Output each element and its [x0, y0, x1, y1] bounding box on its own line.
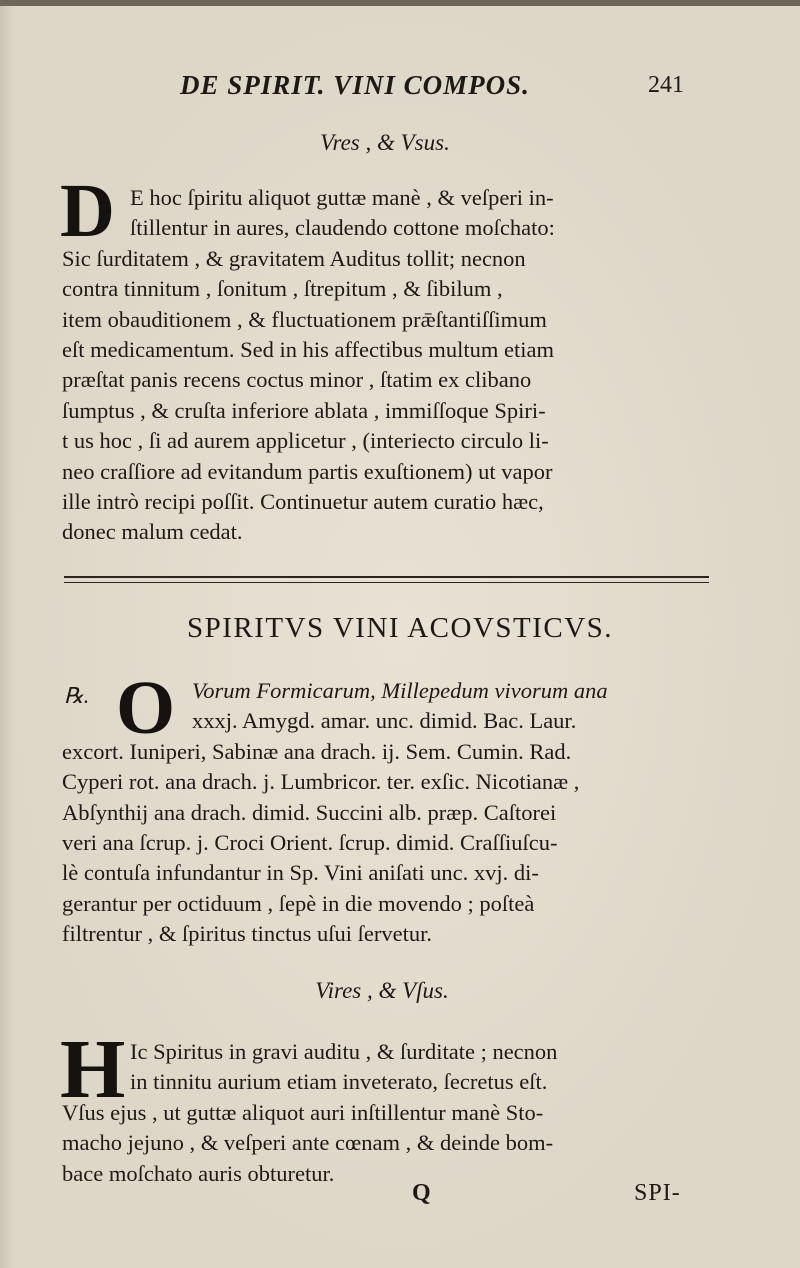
page-top-edge — [0, 0, 800, 6]
paragraph-2-recipe — [62, 676, 730, 950]
running-head: DE SPIRIT. VINI COMPOS. — [180, 70, 530, 100]
subheading-vires-usus-2: Vires , & Vſus. — [315, 978, 449, 1003]
section-title: SPIRITVS VINI ACOVSTICVS. — [186, 612, 614, 644]
text-line: Cyperi rot. ana drach. j. Lumbricor. ter. exſic. Nicotianæ , — [62, 769, 580, 795]
drop-cap-o: O — [116, 666, 176, 750]
text-line: Ic Spiritus in gravi auditu , & ſurditate ; necnon — [130, 1039, 558, 1064]
text-line: gerantur per octiduum , ſepè in die movendo ; poſteà — [62, 890, 535, 916]
text-line: E hoc ſpiritu aliquot guttæ manè , & veſperi in- — [130, 185, 554, 210]
text-line: veri ana ſcrup. j. Croci Orient. ſcrup. dimid. Craſſiuſcu- — [62, 830, 558, 856]
text-line: Vorum Formicarum, Millepedum vivorum ana — [192, 678, 608, 703]
text-line: Sic ſurditatem , & gravitatem Auditus tollit; necnon — [62, 245, 526, 271]
text-line: neo craſſiore ad evitandum partis exuſtionem) ut vapor — [62, 458, 553, 484]
text-line: donec malum cedat. — [62, 519, 243, 545]
text-line: contra tinnitum , ſonitum , ſtrepitum , & ſibilum , — [62, 276, 503, 302]
text-line: Abſynthij ana drach. dimid. Succini alb. præp. Caſtorei — [62, 799, 557, 825]
drop-cap-h: H — [60, 1023, 126, 1116]
section-divider-rule — [64, 576, 709, 583]
catchword: SPI- — [634, 1180, 681, 1206]
subheading-vires-usus-1: Vres , & Vsus. — [320, 130, 450, 155]
text-line: excort. Iuniperi, Sabinæ ana drach. ij. Sem. Cumin. Rad. — [62, 738, 572, 764]
text-line: præſtat panis recens coctus minor , ſtatim ex clibano — [62, 367, 532, 393]
text-line: ſtillentur in aures, claudendo cottone moſchato: — [130, 215, 555, 241]
text-line: eſt medicamentum. Sed in his affectibus multum etiam — [62, 337, 554, 363]
paragraph-1 — [62, 183, 730, 548]
text-line: filtrentur , & ſpiritus tinctus uſui ſervetur. — [62, 921, 432, 947]
text-line: macho jejuno , & veſperi ante cœnam , & deinde bom- — [62, 1130, 554, 1156]
paragraph-3 — [62, 1037, 730, 1189]
page-number: 241 — [648, 72, 684, 98]
text-line: ſumptus , & cruſta inferiore ablata , immiſſoque Spiri- — [62, 397, 546, 423]
recipe-symbol: ℞. — [64, 683, 90, 708]
drop-cap-d: D — [60, 169, 115, 253]
text-line: bace moſchato auris obturetur. — [62, 1160, 335, 1186]
text-line: ille intrò recipi poſſit. Continuetur autem curatio hæc, — [62, 489, 544, 515]
text-line: lè contuſa infundantur in Sp. Vini aniſati unc. xvj. di- — [62, 860, 539, 886]
text-line: xxxj. Amygd. amar. unc. dimid. Bac. Laur. — [192, 708, 577, 734]
signature-mark: Q — [412, 1180, 431, 1206]
text-line: in tinnitu aurium etiam inveterato, ſecretus eſt. — [130, 1069, 548, 1095]
text-line: Vſus ejus , ut guttæ aliquot auri inſtillentur manè Sto- — [62, 1099, 544, 1125]
text-line: t us hoc , ſi ad aurem applicetur , (interiecto circulo li- — [62, 428, 549, 454]
text-line: item obauditionem , & fluctuationem prǣſtantiſſimum — [62, 306, 547, 332]
